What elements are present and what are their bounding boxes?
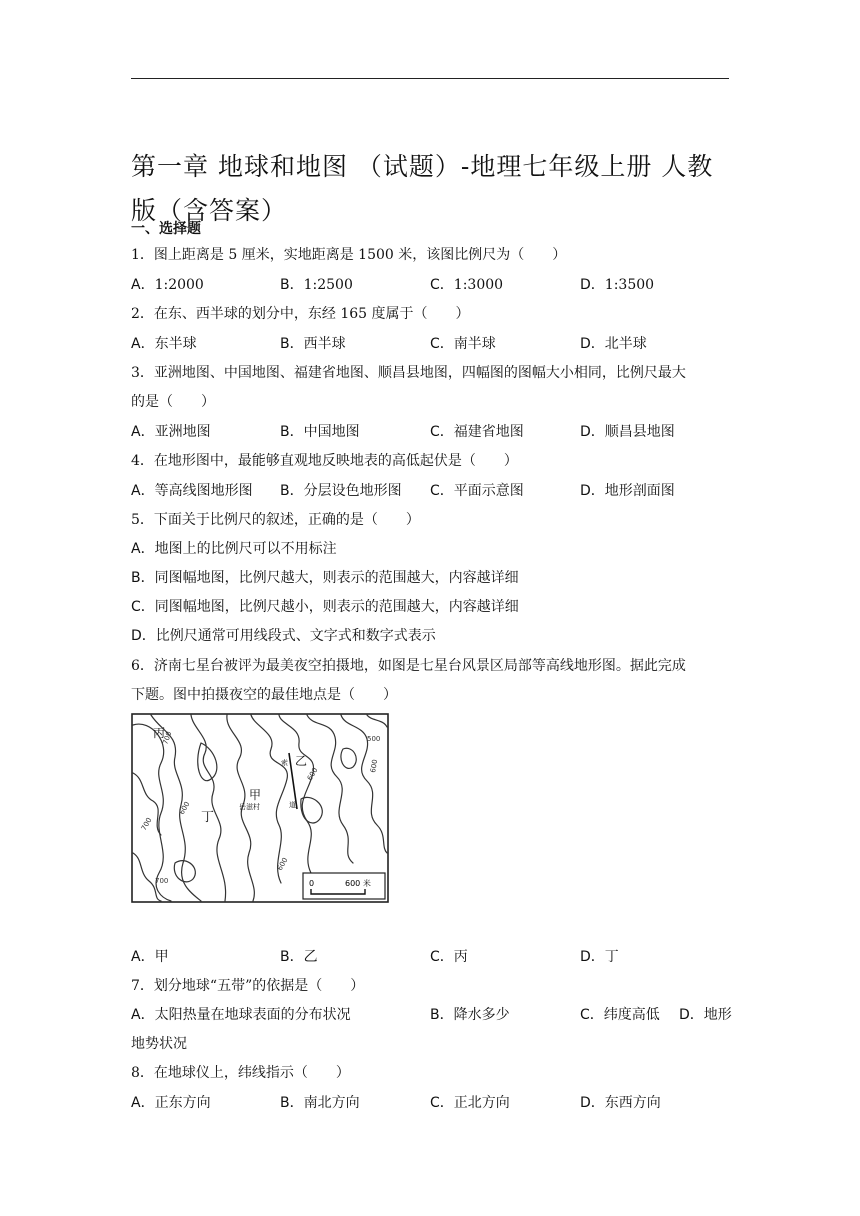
- label-dao: 道: [289, 801, 296, 809]
- label-yi: 乙: [295, 754, 308, 768]
- question-6-stem-line-2: 下题。图中拍摄夜空的最佳地点是（ ）: [131, 687, 397, 703]
- q4-option-d[interactable]: D．地形剖面图: [580, 483, 675, 499]
- svg-text:600: 600: [275, 856, 290, 872]
- q6-option-d[interactable]: D．丁: [580, 949, 619, 965]
- q2-option-c[interactable]: C．南半球: [430, 336, 496, 352]
- q1-option-b[interactable]: B．1:2500: [280, 277, 353, 293]
- q8-option-d[interactable]: D．东西方向: [580, 1095, 661, 1111]
- label-village: 岳滋村: [239, 803, 260, 811]
- header-rule: [131, 78, 729, 79]
- question-8-stem: 8．在地球仪上，纬线指示（ ）: [131, 1065, 350, 1081]
- svg-text:700: 700: [139, 816, 154, 832]
- label-ding: 丁: [201, 810, 215, 825]
- q6-option-c[interactable]: C．丙: [430, 949, 468, 965]
- svg-text:700: 700: [161, 730, 174, 746]
- q6-option-b[interactable]: B．乙: [280, 949, 318, 965]
- q3-option-d[interactable]: D．顺昌县地图: [580, 424, 675, 440]
- q8-option-b[interactable]: B．南北方向: [280, 1095, 360, 1111]
- q7-option-c[interactable]: C．纬度高低: [580, 1007, 660, 1023]
- q5-option-b[interactable]: B．同图幅地图，比例尺越大，则表示的范围越大，内容越详细: [131, 570, 519, 586]
- contour-map: [131, 713, 389, 903]
- q7-option-b[interactable]: B．降水多少: [430, 1007, 510, 1023]
- label-suo: 索: [281, 759, 288, 767]
- q5-option-d[interactable]: D．比例尺通常可用线段式、文字式和数字式表示: [131, 628, 436, 644]
- q6-option-a[interactable]: A．甲: [131, 949, 169, 965]
- q3-option-b[interactable]: B．中国地图: [280, 424, 360, 440]
- svg-text:600: 600: [177, 800, 192, 816]
- q1-option-d[interactable]: D．1:3500: [580, 277, 655, 293]
- q4-option-c[interactable]: C．平面示意图: [430, 483, 524, 499]
- q1-option-a[interactable]: A．1:2000: [131, 277, 204, 293]
- question-5-stem: 5．下面关于比例尺的叙述，正确的是（ ）: [131, 512, 420, 528]
- q7-option-a[interactable]: A．太阳热量在地球表面的分布状况: [131, 1007, 351, 1023]
- question-4-stem: 4．在地形图中，最能够直观地反映地表的高低起伏是（ ）: [131, 453, 518, 469]
- q4-option-a[interactable]: A．等高线图地形图: [131, 483, 253, 499]
- q3-option-c[interactable]: C．福建省地图: [430, 424, 524, 440]
- title-line-1: 第一章 地球和地图 （试题）-地理七年级上册 人教: [131, 151, 714, 181]
- q8-option-c[interactable]: C．正北方向: [430, 1095, 510, 1111]
- label-jia: 甲: [249, 788, 262, 802]
- page-title: [131, 145, 731, 233]
- svg-text:700: 700: [155, 877, 169, 885]
- q2-option-a[interactable]: A．东半球: [131, 336, 197, 352]
- scale-zero: 0: [309, 879, 315, 888]
- question-3-stem-line-2: 的是（ ）: [131, 394, 215, 410]
- q5-option-c[interactable]: C．同图幅地图，比例尺越小，则表示的范围越大，内容越详细: [131, 599, 519, 615]
- section-heading: 一、选择题: [131, 221, 201, 237]
- q3-option-a[interactable]: A．亚洲地图: [131, 424, 211, 440]
- svg-text:600: 600: [369, 758, 380, 774]
- q2-option-b[interactable]: B．西半球: [280, 336, 346, 352]
- q7-option-d-wrap: 地势状况: [131, 1036, 187, 1052]
- title-line-2: 版（含答案）: [131, 195, 288, 225]
- question-1-stem: 1．图上距离是 5 厘米，实地距离是 1500 米，该图比例尺为（ ）: [131, 247, 567, 263]
- scale-distance: 600 米: [345, 879, 371, 888]
- q5-option-a[interactable]: A．地图上的比例尺可以不用标注: [131, 541, 337, 557]
- label-bing: 丙: [153, 726, 166, 740]
- question-7-stem: 7．划分地球“五带”的依据是（ ）: [131, 978, 365, 994]
- q4-option-b[interactable]: B．分层设色地形图: [280, 483, 402, 499]
- q8-option-a[interactable]: A．正东方向: [131, 1095, 211, 1111]
- q2-option-d[interactable]: D．北半球: [580, 336, 647, 352]
- scale-bar: [303, 873, 385, 899]
- svg-text:600: 600: [305, 766, 320, 782]
- q1-option-c[interactable]: C．1:3000: [430, 277, 504, 293]
- svg-text:500: 500: [367, 735, 381, 743]
- question-3-stem-line-1: 3．亚洲地图、中国地图、福建省地图、顺昌县地图，四幅图的图幅大小相同，比例尺最大: [131, 365, 686, 381]
- question-2-stem: 2．在东、西半球的划分中，东经 165 度属于（ ）: [131, 306, 470, 322]
- question-6-stem-line-1: 6．济南七星台被评为最美夜空拍摄地，如图是七星台风景区局部等高线地形图。据此完成: [131, 658, 686, 674]
- q7-option-d[interactable]: D．地形: [679, 1007, 732, 1023]
